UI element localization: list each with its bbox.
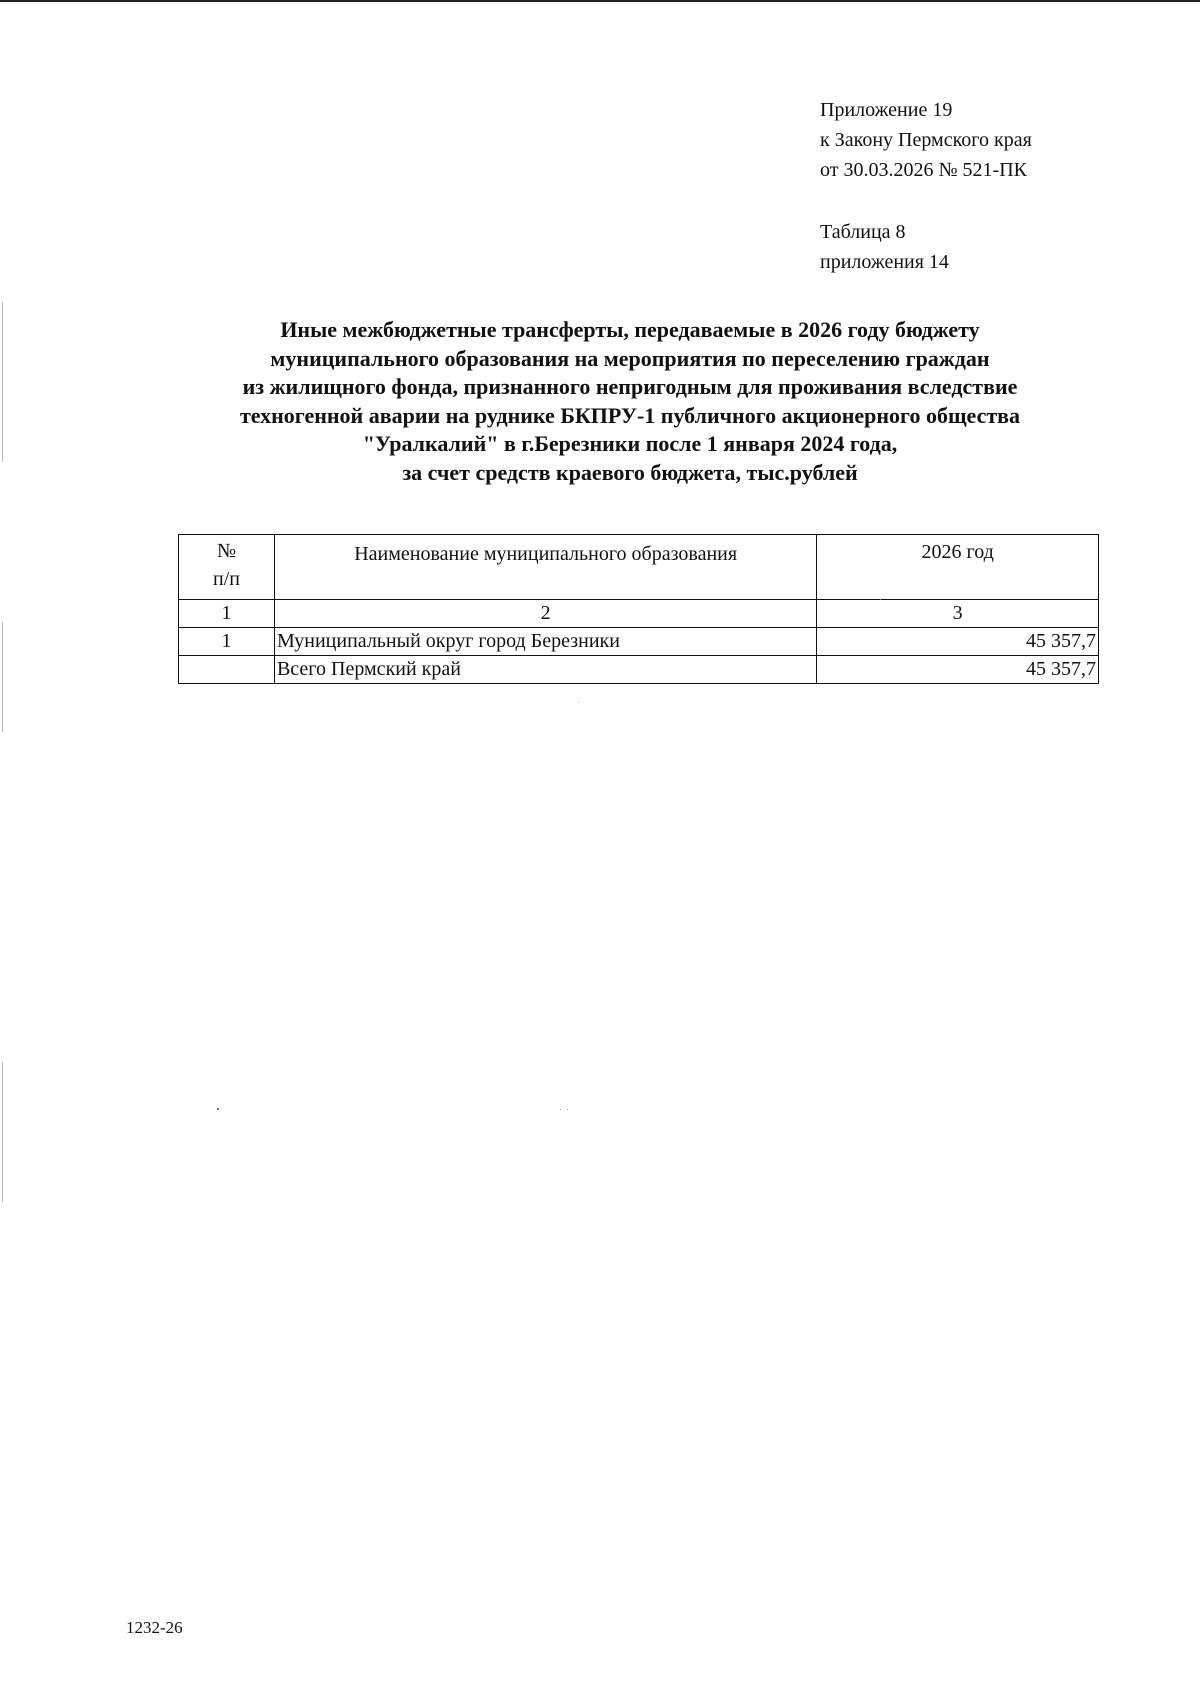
scan-speck	[560, 1109, 561, 1110]
document-title	[160, 316, 1100, 487]
table-total-row	[179, 656, 1099, 684]
row-number-cell: 1	[179, 628, 275, 656]
scan-edge-mark	[2, 302, 3, 462]
attachment-line-1: Приложение 19	[820, 99, 953, 121]
attachment-line-2: к Закону Пермского края	[820, 129, 1032, 151]
header-number-sign: №	[216, 540, 237, 562]
attachment-line-3: от 30.03.2026 № 521-ПК	[820, 159, 1028, 181]
scan-speck	[567, 1109, 568, 1110]
row-name-cell: Муниципальный округ город Березники	[274, 628, 816, 656]
scan-edge-mark	[2, 1062, 3, 1202]
total-name-cell: Всего Пермский край	[274, 656, 816, 684]
title-line: Иные межбюджетные трансферты, передаваемые в 2026 году бюджету	[280, 317, 980, 342]
total-value-cell: 45 357,7	[817, 656, 1099, 684]
title-line: из жилищного фонда, признанного непригодным для проживания вследствие	[242, 374, 1018, 399]
header-year-cell: 2026 год	[817, 535, 1099, 600]
column-index-3: 3	[817, 600, 1099, 628]
scan-speck	[578, 702, 579, 703]
table-ref-line-1: Таблица 8	[820, 221, 906, 243]
attachment-reference	[820, 95, 1032, 185]
header-number-cell	[179, 535, 275, 600]
title-line: муниципального образования на мероприятия по переселению граждан	[270, 345, 990, 371]
table-reference	[820, 217, 949, 277]
table-ref-line-2: приложения 14	[820, 251, 949, 273]
row-value-cell: 45 357,7	[817, 628, 1099, 656]
document-code: 1232-26	[126, 1618, 183, 1637]
column-index-row	[179, 600, 1099, 628]
total-number-cell	[179, 656, 275, 684]
scan-speck	[217, 1108, 219, 1110]
header-name-cell: Наименование муниципального образования	[274, 535, 816, 600]
table-header-row	[179, 535, 1099, 600]
scan-edge-mark	[2, 622, 3, 732]
title-line: "Уралкалий" в г.Березники после 1 января 2024 года,	[362, 431, 898, 456]
scan-speck	[880, 599, 881, 600]
table-row	[179, 628, 1099, 656]
column-index-2: 2	[274, 600, 816, 628]
transfers-table	[178, 534, 1099, 684]
header-number-label: п/п	[213, 568, 240, 590]
title-line: за счет средств краевого бюджета, тыс.рублей	[402, 459, 858, 485]
column-index-1: 1	[179, 600, 275, 628]
title-line: техногенной аварии на руднике БКПРУ-1 публичного акционерного общества	[239, 402, 1021, 428]
